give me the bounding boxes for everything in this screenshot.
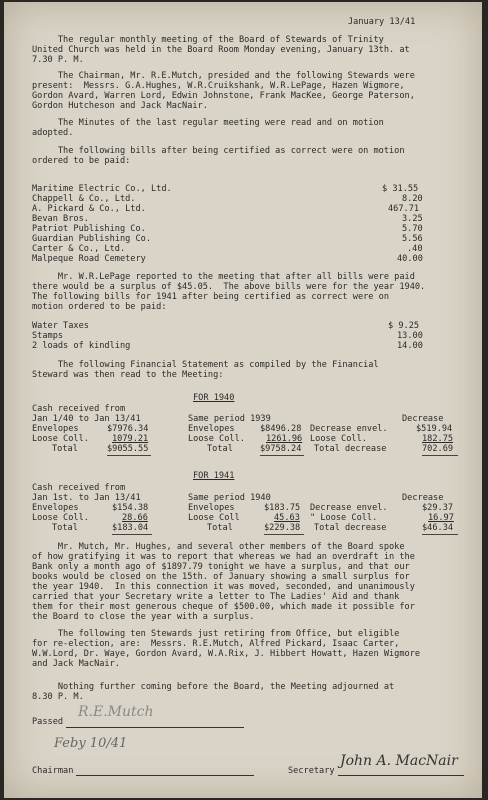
financial-paragraph: The following Financial Statement as compiled by the Financial Steward was then read to the Meeting: [32,360,379,380]
row-value: 16.97 [428,513,454,523]
total-value: $183.04 [112,523,149,533]
col-head: Same period 1940 [188,493,271,503]
row-label: Decrease envel. [310,503,388,513]
bill-amount: 3.25 [402,214,423,224]
minutes-paragraph: The Minutes of the last regular meeting were read and on motion adopted. [32,118,384,138]
total-label: Total decrease [314,523,387,533]
passed-line [66,727,244,728]
col-head: Jan 1/40 to Jan 13/41 [32,414,141,424]
meeting-date: January 13/41 [348,17,416,27]
total-label: Total decrease [314,444,387,454]
intro-paragraph: The regular monthly meeting of the Board of Stewards of Trinity United Church was held in the Board Room Monday evening, January 13th. at 7.30 P. M. [32,35,410,65]
chairman-label: Chairman [32,766,74,776]
chairman-line [76,775,254,776]
section-heading: FOR 1940 [193,393,235,403]
col-head: Cash received from [32,404,126,414]
bill-name: Patriot Publishing Co. [32,224,146,234]
total-value: 702.69 [422,444,454,454]
document-body [4,2,482,798]
total-value: $9758.24 [260,444,302,454]
row-label: Loose Coll. [188,434,245,444]
passed-signature: R.E.Mutch [78,704,154,720]
row-label: " Loose Coll. [310,513,378,523]
bill-amount: $ 9.25 [388,321,420,331]
row-label: Envelopes [32,424,79,434]
bill-amount: 5.56 [402,234,423,244]
row-label: Envelopes [188,503,235,513]
bill-amount: 8.20 [402,194,423,204]
adjourn-paragraph: Nothing further coming before the Board, the Meeting adjourned at 8.30 P. M. [32,682,395,702]
secretary-signature: John A. MacNair [340,753,458,769]
row-label: Loose Coll. [310,434,367,444]
document-page [4,2,482,798]
chairman-signature-date: Feby 10/41 [54,736,128,751]
col-head: Same period 1939 [188,414,271,424]
total-label: Total [52,523,78,533]
bill-name: Guardian Publishing Co. [32,234,151,244]
row-value: $154.38 [112,503,149,513]
row-label: Loose Coll. [32,434,89,444]
bill-amount: 13.00 [397,331,423,341]
col-head: Cash received from [32,483,126,493]
double-underline [260,455,304,456]
row-value: $519.94 [416,424,453,434]
bill-amount: 40.00 [397,254,423,264]
secretary-line [338,775,464,776]
bill-name: Carter & Co., Ltd. [32,244,126,254]
chairman-paragraph: The Chairman, Mr. R.E.Mutch, presided and the following Stewards were present: Messrs. G.A.Hughes, W.R.Cruikshank, W.R.LePage, Hazen Wigmore, Gordon Avard, Warren Lord, Edwin Johnstone, Frank MacKee, George Paterson, Gordon Hutcheson and Jack MacNair. [32,71,415,111]
row-value: 1079.21 [112,434,149,444]
total-value: $9055.55 [107,444,149,454]
row-label: Loose Coll [188,513,240,523]
row-value: $7976.34 [107,424,149,434]
double-underline [264,534,304,535]
row-value: $183.75 [264,503,301,513]
total-value: $229.38 [264,523,301,533]
row-label: Decrease envel. [310,424,388,434]
total-label: Total [52,444,78,454]
bill-name: Water Taxes [32,321,89,331]
row-value: $29.37 [422,503,454,513]
row-value: $8496.28 [260,424,302,434]
total-label: Total [207,523,233,533]
bill-name: Bevan Bros. [32,214,89,224]
row-value: 182.75 [422,434,454,444]
bill-name: Stamps [32,331,64,341]
col-head: Decrease [402,493,444,503]
double-underline [107,455,151,456]
stewards-paragraph: The following ten Stewards just retiring from Office, but eligible for re-election, are: Messrs. R.E.Mutch, Alfred Pickard, Isaac Carter, W.W.Lord, Dr. Waye, Gordon Avard, W.A.Rix, J. Hibbert Howatt, Hazen Wigmore and Jack MacNair. [32,629,421,669]
lepage-paragraph: Mr. W.R.LePage reported to the meeting that after all bills were paid there would be a surplus of $45.05. The above bills were for the year 1940. The following bills for 1941 after being certified as correct were on motion ordered to be paid: [32,272,426,312]
bills-paragraph: The following bills after being certified as correct were on motion ordered to be paid: [32,146,405,166]
row-value: 1261.96 [266,434,303,444]
row-label: Envelopes [188,424,235,434]
mutch-paragraph: Mr. Mutch, Mr. Hughes, and several other members of the Board spoke of how gratifying it was to report that whereas we had an overdraft in the Bank only a month ago of $1897.79 tonight we have a surplus, and that our books would be closed on the 15th. of January showing a small surplus for the year 1940. In this connection it was moved, seconded, and unanimously carried that your Secretary write a letter to The Ladies' Aid and thank them for their most generous cheque of $500.00, which made it possible for the Board to close the year with a surplus. [32,542,415,622]
bill-name: 2 loads of kindling [32,341,131,351]
row-label: Envelopes [32,503,79,513]
bill-name: Malpeque Road Cemetery [32,254,146,264]
secretary-label: Secretary [288,766,335,776]
col-head: Jan 1st. to Jan 13/41 [32,493,141,503]
passed-label: Passed [32,717,64,727]
bill-name: Maritime Electric Co., Ltd. [32,184,172,194]
bill-amount: $ 31.55 [382,184,419,194]
bill-name: Chappell & Co., Ltd. [32,194,136,204]
row-value: 45.63 [274,513,300,523]
double-underline [112,534,152,535]
double-underline [422,455,458,456]
row-value: 28.66 [122,513,148,523]
bill-amount: 14.00 [397,341,423,351]
bill-amount: 467.71 [388,204,420,214]
row-label: Loose Coll. [32,513,89,523]
section-heading: FOR 1941 [193,471,235,481]
bill-amount: 5.70 [402,224,423,234]
bill-amount: .40 [407,244,423,254]
total-label: Total [207,444,233,454]
total-value: $46.34 [422,523,454,533]
bill-name: A. Pickard & Co., Ltd. [32,204,146,214]
double-underline [422,534,458,535]
col-head: Decrease [402,414,444,424]
